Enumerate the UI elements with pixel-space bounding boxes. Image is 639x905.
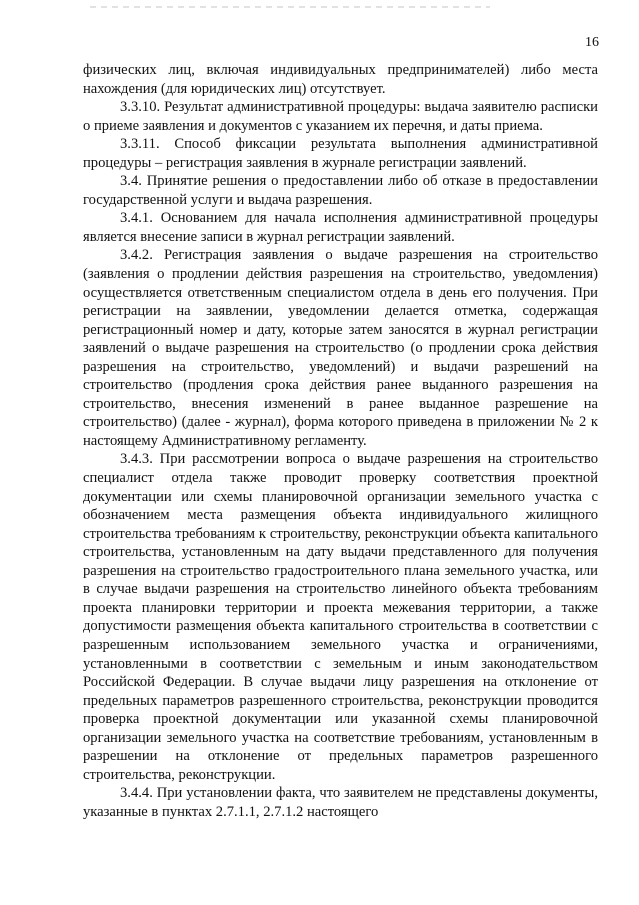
scan-artifact <box>90 6 490 8</box>
paragraph-3-3-11: 3.3.11. Способ фиксации результата выполнения административной процедуры – регистрация заявления в журнале регистрации заявлений. <box>83 136 598 171</box>
document-body <box>83 61 598 821</box>
paragraph-continuation: физических лиц, включая индивидуальных предпринимателей) либо места нахождения (для юридических лиц) отсутствует. <box>83 62 598 97</box>
paragraph-3-4-3: 3.4.3. При рассмотрении вопроса о выдаче разрешения на строительство специалист отдела также проводит проверку соответствия проектной документации или схемы планировочной организации земельного участка с обозначением места размещения объекта индивидуального жилищного строительства требованиям к строительству, реконструкции объекта капитального строительства, установленным на дату выдачи представленного для получения разрешения на строительство градостроительного плана земельного участка, или в случае выдачи разрешения на строительство линейного объекта требованиям проекта планировки территории и проекта межевания территории, а также допустимости размещения объекта капитального строительства в соответствии с разрешенным использованием земельного участка и ограничениями, установленными в соответствии с земельным и иным законодательством Российской Федерации. В случае выдачи лицу разрешения на отклонение от предельных параметров разрешенного строительства, реконструкции проводится проверка проектной документации или указанной схемы планировочной организации земельного участка на соответствие требованиям, установленным в разрешении на отклонение от предельных параметров разрешенного строительства, реконструкции. <box>83 451 598 783</box>
paragraph-3-3-10: 3.3.10. Результат административной процедуры: выдача заявителю расписки о приеме заявления и документов с указанием их перечня, и даты приема. <box>83 99 598 134</box>
section-heading-3-4: 3.4. Принятие решения о предоставлении либо об отказе в предоставлении государственной услуги и выдача разрешения. <box>83 173 598 208</box>
paragraph-3-4-1: 3.4.1. Основанием для начала исполнения административной процедуры является внесение записи в журнал регистрации заявлений. <box>83 210 598 245</box>
page-number: 16 <box>585 35 599 50</box>
paragraph-3-4-4: 3.4.4. При установлении факта, что заявителем не представлены документы, указанные в пунктах 2.7.1.1, 2.7.1.2 настоящего <box>83 785 598 820</box>
paragraph-3-4-2: 3.4.2. Регистрация заявления о выдаче разрешения на строительство (заявления о продлении действия разрешения на строительство, уведомления) осуществляется ответственным специалистом отдела в день его получения. При регистрации на заявлении, уведомлении делается отметка, содержащая регистрационный номер и дату, которые затем заносятся в журнал регистрации заявлений о выдаче разрешения на строительство (о продлении срока действия разрешения на строительство, уведомлений) и выдачи разрешений на строительство (продления срока действия ранее выданного разрешения на строительство, внесения изменений в ранее выданное разрешение на строительство) (далее - журнал), форма которого приведена в приложении № 2 к настоящему Административному регламенту. <box>83 247 598 449</box>
